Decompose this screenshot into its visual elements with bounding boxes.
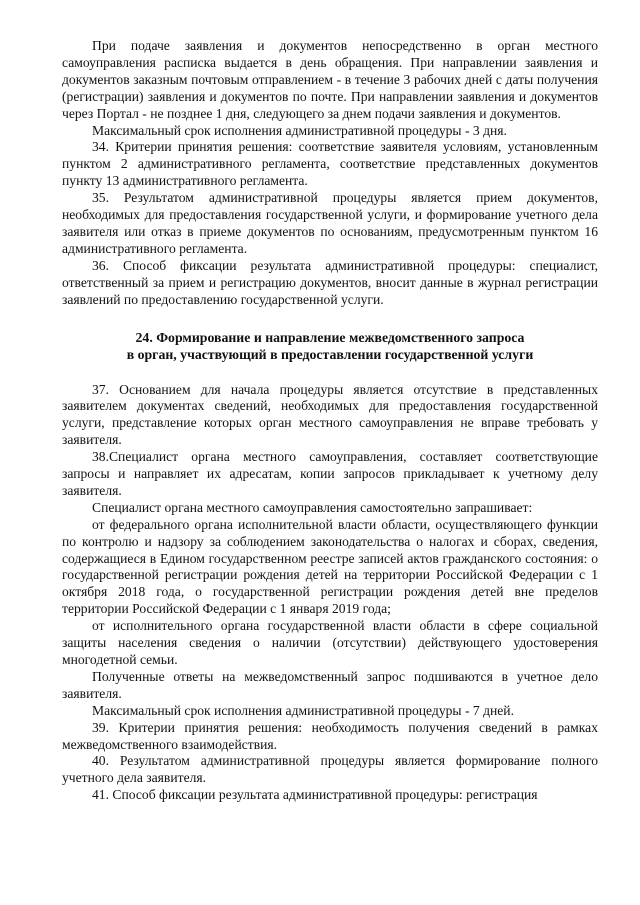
paragraph-federal-authority-request: от федерального органа исполнительной власти области, осуществляющего функции по контролю и надзору за соблюдением законодательства о налогах и сборах, сведения, содержащиеся в Едином государственном реестре записей актов гражданского состояния: о государственной регистрации рождения детей на территории Российской Федерации с 1 октября 2018 года, о государственной регистрации рождения детей вне пределов территории Российской Федерации с 1 января 2019 года; — [62, 516, 598, 617]
paragraph-max-term-7-days: Максимальный срок исполнения административной процедуры - 7 дней. — [92, 702, 514, 718]
section-heading-24 — [62, 329, 598, 364]
paragraph-37-procedure-basis: 37. Основанием для начала процедуры является отсутствие в представленных заявителем документах сведений, необходимых для предоставления государственной услуги, представление которых орган местного самоуправления не вправе требовать у заявителя. — [62, 381, 598, 448]
paragraph-39-decision-criteria: 39. Критерии принятия решения: необходимость получения сведений в рамках межведомственного взаимодействия. — [62, 719, 598, 752]
paragraph-40-procedure-result: 40. Результатом административной процедуры является формирование полного учетного дела заявителя. — [62, 753, 598, 786]
paragraph-41-result-recording: 41. Способ фиксации результата административной процедуры: регистрация — [92, 787, 538, 803]
paragraph-max-term-3-days: Максимальный срок исполнения административной процедуры - 3 дня. — [92, 122, 507, 138]
section-heading-line-1: 24. Формирование и направление межведомственного запроса — [135, 329, 525, 345]
paragraph-36-result-recording: 36. Способ фиксации результата административной процедуры: специалист, ответственный за прием и регистрацию документов, вносит данные в журнал регистрации заявлений по предоставлению государственной услуги. — [62, 257, 598, 307]
paragraph-35-procedure-result: 35. Результатом административной процедуры является прием документов, необходимых для предоставления государственной услуги, и формирование учетного дела заявителя или отказ в приеме документов по основаниям, предусмотренным пунктом 16 административного регламента. — [62, 190, 598, 256]
paragraph-responses-filed: Полученные ответы на межведомственный запрос подшиваются в учетное дело заявителя. — [62, 668, 598, 701]
paragraph-social-protection-request: от исполнительного органа государственной власти области в сфере социальной защиты населения сведения о наличии (отсутствии) действующего удостоверения многодетной семьи. — [62, 618, 598, 667]
paragraph-receipt-terms: При подаче заявления и документов непосредственно в орган местного самоуправления расписка выдается в день обращения. При направлении заявления и документов заказным почтовым отправлением - в течение 3 рабочих дней с даты получения (регистрации) заявления и документов по почте. При направлении заявления и документов через Портал - не позднее 1 дня, следующего за днем подачи заявления и документов. — [62, 38, 598, 121]
paragraph-34-decision-criteria: 34. Критерии принятия решения: соответствие заявителя условиям, установленным пунктом 2 административного регламента, соответствие представленных документов пункту 13 административного регламента. — [62, 139, 598, 189]
document-page — [62, 38, 598, 804]
paragraph-specialist-queries: Специалист органа местного самоуправления самостоятельно запрашивает: — [92, 499, 533, 515]
paragraph-38-specialist-requests: 38.Специалист органа местного самоуправления, составляет соответствующие запросы и направляет их адресатам, копии запросов прикладывает к учетному делу заявителя. — [62, 449, 598, 498]
section-heading-line-2: в орган, участвующий в предоставлении государственной услуги — [126, 347, 534, 362]
